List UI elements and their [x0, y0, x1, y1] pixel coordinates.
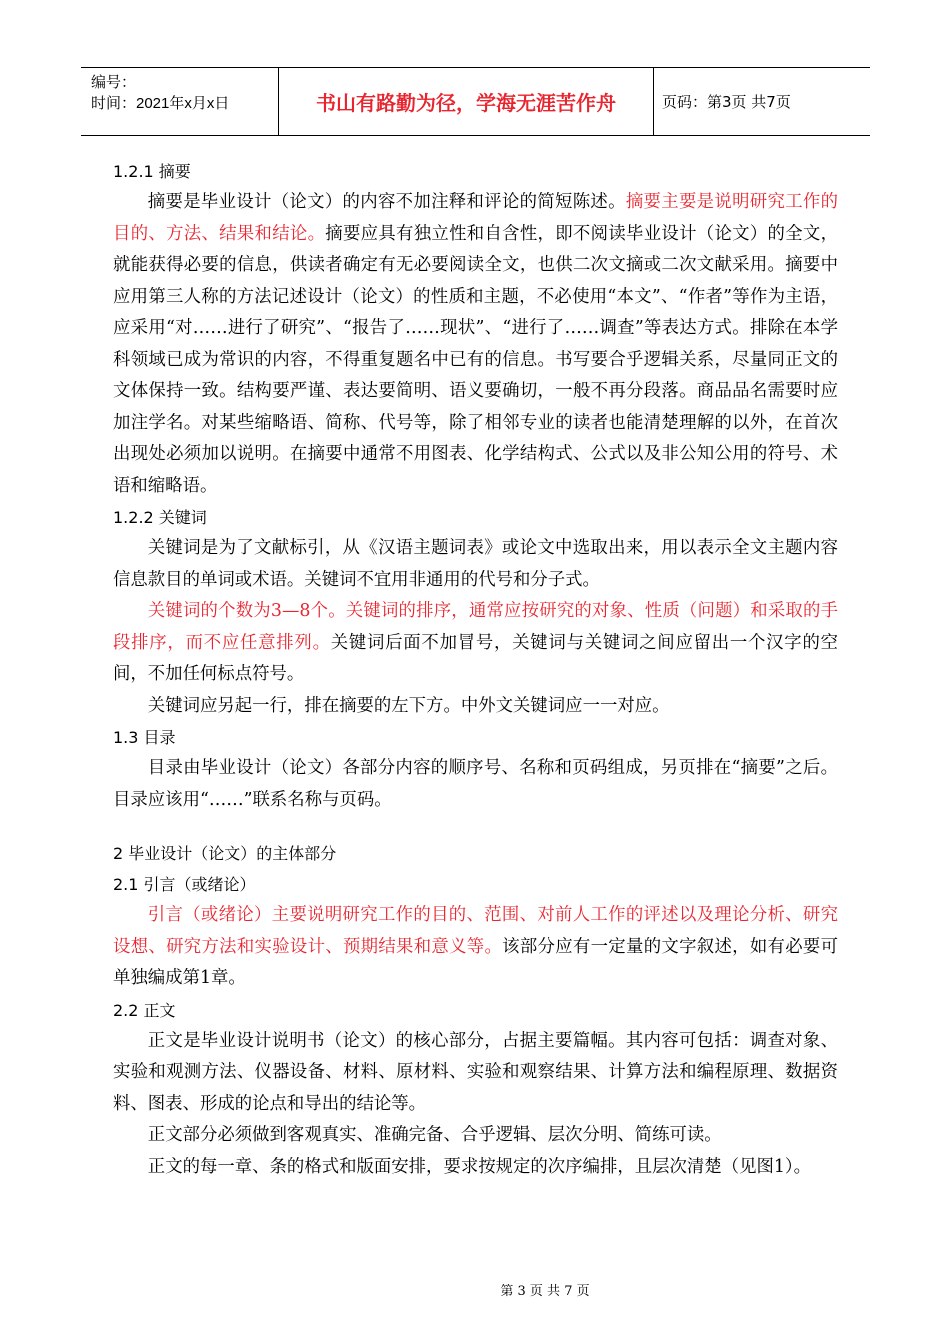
abstract-highlight: 摘要主要是说明研究工作的目的、方法、结果和结论。 — [113, 192, 838, 244]
body-paragraph-1: 正文是毕业设计说明书（论文）的核心部分，占据主要篇幅。其内容可包括：调查对象、实验和观测方法、仪器设备、材料、原材料、实验和观察结果、计算方法和编程原理、数据资料、图表、形成的论点和导出的结论等。 — [113, 1030, 838, 1114]
intro-text-b: 该部分应有一定量的文字叙述，如有必要可单独编成第1章。 — [113, 936, 838, 988]
abstract-text-a: 摘要是毕业设计（论文）的内容不加注释和评论的简短陈述。 — [147, 192, 626, 212]
section-gap — [113, 816, 838, 838]
toc-paragraph: 目录由毕业设计（论文）各部分内容的顺序号、名称和页码组成，另页排在“摘要”之后。目录应该用“……”联系名称与页码。 — [113, 758, 838, 810]
heading-2-1: 2.1 引言（或绪论） — [113, 875, 256, 894]
document-date: 时间：2021年x月x日 — [91, 95, 230, 112]
header-meta-cell — [81, 68, 279, 135]
keywords-highlight: 关键词的个数为3—8个。关键词的排序，通常应按研究的对象、性质（问题）和采取的手段排序，而不应任意排列。 — [113, 601, 838, 653]
body-paragraph-2: 正文部分必须做到客观真实、准确完备、合乎逻辑、层次分明、简练可读。 — [147, 1125, 722, 1145]
heading-2-2: 2.2 正文 — [113, 1000, 176, 1020]
heading-1-2-2: 1.2.2 关键词 — [113, 508, 207, 527]
page-header — [81, 67, 870, 136]
keywords-paragraph-2 — [113, 596, 838, 691]
document-number-label: 编号： — [91, 74, 137, 91]
header-page-info: 页码：第3页 共7页 — [662, 93, 791, 111]
abstract-text-b: 摘要应具有独立性和自含性，即不阅读毕业设计（论文）的全文，就能获得必要的信息，供读者确定有无必要阅读全文，也供二次文摘或二次文献采用。摘要中应用第三人称的方法记述设计（论文）的性质和主题，不必使用“本文”、“作者”等作为主语，应采用“对……进行了研究”、“报告了……现状”、“进行了……调查”等表达方式。排除在本学科领域已成为常识的内容，不得重复题名中已有的信息。书写要合乎逻辑关系，尽量同正文的文体保持一致。结构要严谨、表达要简明、语义要确切，一般不再分段落。商品品名需要时应加注学名。对某些缩略语、简称、代号等，除了相邻专业的读者也能清楚理解的以外，在首次出现处必须加以说明。在摘要中通常不用图表、化学结构式、公式以及非公知公用的符号、术语和缩略语。 — [113, 223, 838, 496]
heading-2: 2 毕业设计（论文）的主体部分 — [113, 844, 337, 863]
header-motto: 书山有路勤为径，学海无涯苦作舟 — [279, 68, 654, 135]
heading-1-3: 1.3 目录 — [113, 728, 176, 747]
abstract-paragraph — [113, 187, 838, 502]
keywords-text-b: 关键词后面不加冒号，关键词与关键词之间应留出一个汉字的空间，不加任何标点符号。 — [113, 632, 838, 684]
intro-highlight: 引言（或绪论）主要说明研究工作的目的、范围、对前人工作的评述以及理论分析、研究设想、研究方法和实验设计、预期结果和意义等。 — [113, 905, 838, 957]
keywords-paragraph-3: 关键词应另起一行，排在摘要的左下方。中外文关键词应一一对应。 — [147, 695, 670, 716]
body-paragraph-3: 正文的每一章、条的格式和版面安排，要求按规定的次序编排，且层次清楚（见图1）。 — [147, 1156, 812, 1177]
document-body — [113, 156, 838, 1183]
heading-1-2-1: 1.2.1 摘要 — [113, 162, 191, 181]
keywords-paragraph-1: 关键词是为了文献标引，从《汉语主题词表》或论文中选取出来，用以表示全文主题内容信息款目的单词或术语。关键词不宜用非通用的代号和分子式。 — [113, 538, 838, 590]
page-footer: 第 3 页 共 7 页 — [500, 1284, 590, 1299]
intro-paragraph — [113, 900, 838, 995]
